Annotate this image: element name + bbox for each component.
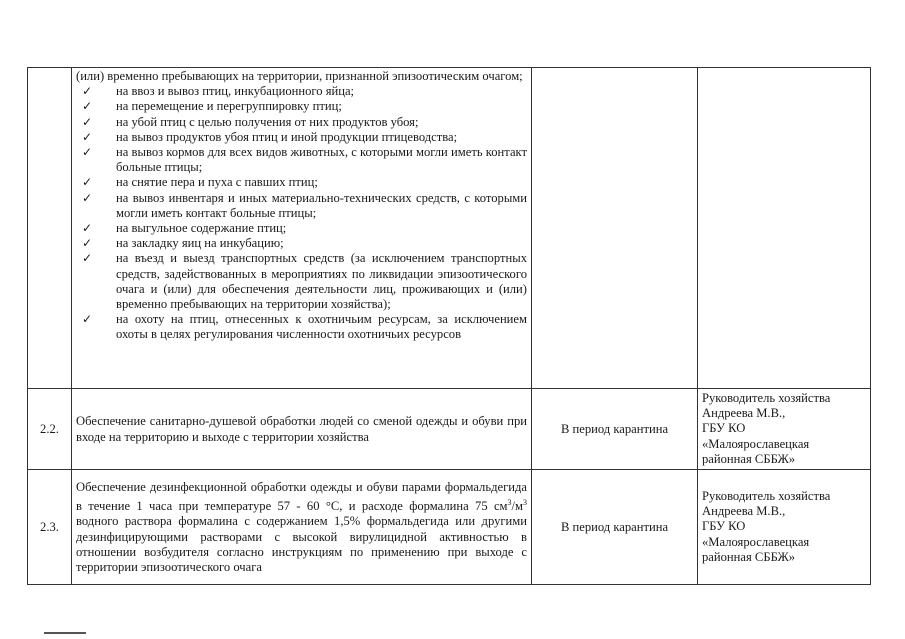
row-number: 2.2. bbox=[28, 389, 72, 470]
check-mark-icon: ✓ bbox=[82, 99, 93, 114]
responsible-line: районная СББЖ» bbox=[702, 451, 796, 466]
responsible-line: ГБУ КО bbox=[702, 421, 746, 436]
check-mark-icon: ✓ bbox=[82, 114, 93, 129]
table-row bbox=[28, 389, 871, 470]
responsible-line: «Малоярославецкая bbox=[702, 436, 810, 451]
check-mark-icon: ✓ bbox=[82, 221, 93, 236]
responsible-cell bbox=[698, 470, 871, 585]
list-item: ✓ на ввоз и вывоз птиц, инкубационного яйца; bbox=[76, 84, 527, 99]
table-row bbox=[28, 68, 871, 389]
check-mark-icon: ✓ bbox=[82, 251, 93, 266]
measure-cell bbox=[72, 470, 532, 585]
check-mark-icon: ✓ bbox=[82, 190, 93, 205]
check-mark-icon: ✓ bbox=[82, 312, 93, 327]
list-item: ✓ на вывоз продуктов убоя птиц и иной продукции птицеводства; bbox=[76, 130, 527, 145]
check-mark-icon: ✓ bbox=[82, 175, 93, 190]
list-item: ✓ на вывоз инвентаря и иных материально-технических средств, с которыми могли иметь контакт больные птицы; bbox=[76, 191, 527, 221]
period-text: В период карантина bbox=[532, 470, 698, 585]
list-item: ✓ на закладку яиц на инкубацию; bbox=[76, 236, 527, 251]
list-item: ✓ на перемещение и перегруппировку птиц; bbox=[76, 99, 527, 114]
row-number: 2.3. bbox=[28, 470, 72, 585]
table-row bbox=[28, 470, 871, 585]
list-item: ✓ на въезд и выезд транспортных средств (за исключением транспортных средств, задействованных в мероприятиях по ликвидации эпизоотического очага и (или) для обеспечения деятельности лиц, проживающих и (или) временно пребывающих на территории хозяйства); bbox=[76, 251, 527, 312]
measure-intro: (или) временно пребывающих на территории, признанной эпизоотическим очагом; bbox=[76, 69, 523, 83]
period-text: В период карантина bbox=[532, 389, 698, 470]
check-mark-icon: ✓ bbox=[82, 145, 93, 160]
measure-text: Обеспечение санитарно-душевой обработки людей со сменой одежды и обуви при входе на территорию и выходе с территории хозяйства bbox=[76, 414, 527, 444]
responsible-line: Руководитель хозяйства bbox=[702, 488, 831, 503]
list-item: ✓ на снятие пера и пуха с павших птиц; bbox=[76, 175, 527, 190]
list-item: ✓ на убой птиц с целью получения от них продуктов убоя; bbox=[76, 115, 527, 130]
responsible-cell bbox=[698, 389, 871, 470]
responsible-line: Андреева М.В., bbox=[702, 504, 786, 519]
list-item: ✓ на выгульное содержание птиц; bbox=[76, 221, 527, 236]
responsible-line: «Малоярославецкая bbox=[702, 534, 810, 549]
list-item: ✓ на вывоз кормов для всех видов животных, с которыми могли иметь контакт больные птицы; bbox=[76, 145, 527, 175]
responsible-cell bbox=[698, 68, 871, 389]
measures-table bbox=[27, 67, 871, 585]
measure-text: Обеспечение дезинфекционной обработки одежды и обуви парами формальдегида в течение 1 часа при температуре 57 - 60 °С, и расходе формалина 75 $см^3/м^3$ водного раствора формалина с содержанием 1,5% формальдегида или другими дезинфицирующими растворами с высокой вирулицидной активностью в отношении возбудителя согласно инструкциям по применению при выходе с территории эпизоотического очага bbox=[76, 479, 527, 574]
responsible-line: ГБУ КО bbox=[702, 519, 746, 534]
check-mark-icon: ✓ bbox=[82, 129, 93, 144]
page-footer-mark bbox=[44, 632, 86, 634]
responsible-line: Андреева М.В., bbox=[702, 406, 786, 421]
restriction-list bbox=[76, 84, 527, 342]
number-cell bbox=[28, 68, 72, 389]
measure-cell bbox=[72, 389, 532, 470]
list-item: ✓ на охоту на птиц, отнесенных к охотничьим ресурсам, за исключением охоты в целях регулирования численности охотничьих ресурсов bbox=[76, 312, 527, 342]
check-mark-icon: ✓ bbox=[82, 236, 93, 251]
responsible-line: Руководитель хозяйства bbox=[702, 390, 831, 405]
measure-cell bbox=[72, 68, 532, 389]
responsible-line: районная СББЖ» bbox=[702, 549, 796, 564]
check-mark-icon: ✓ bbox=[82, 84, 93, 99]
period-cell bbox=[532, 68, 698, 389]
